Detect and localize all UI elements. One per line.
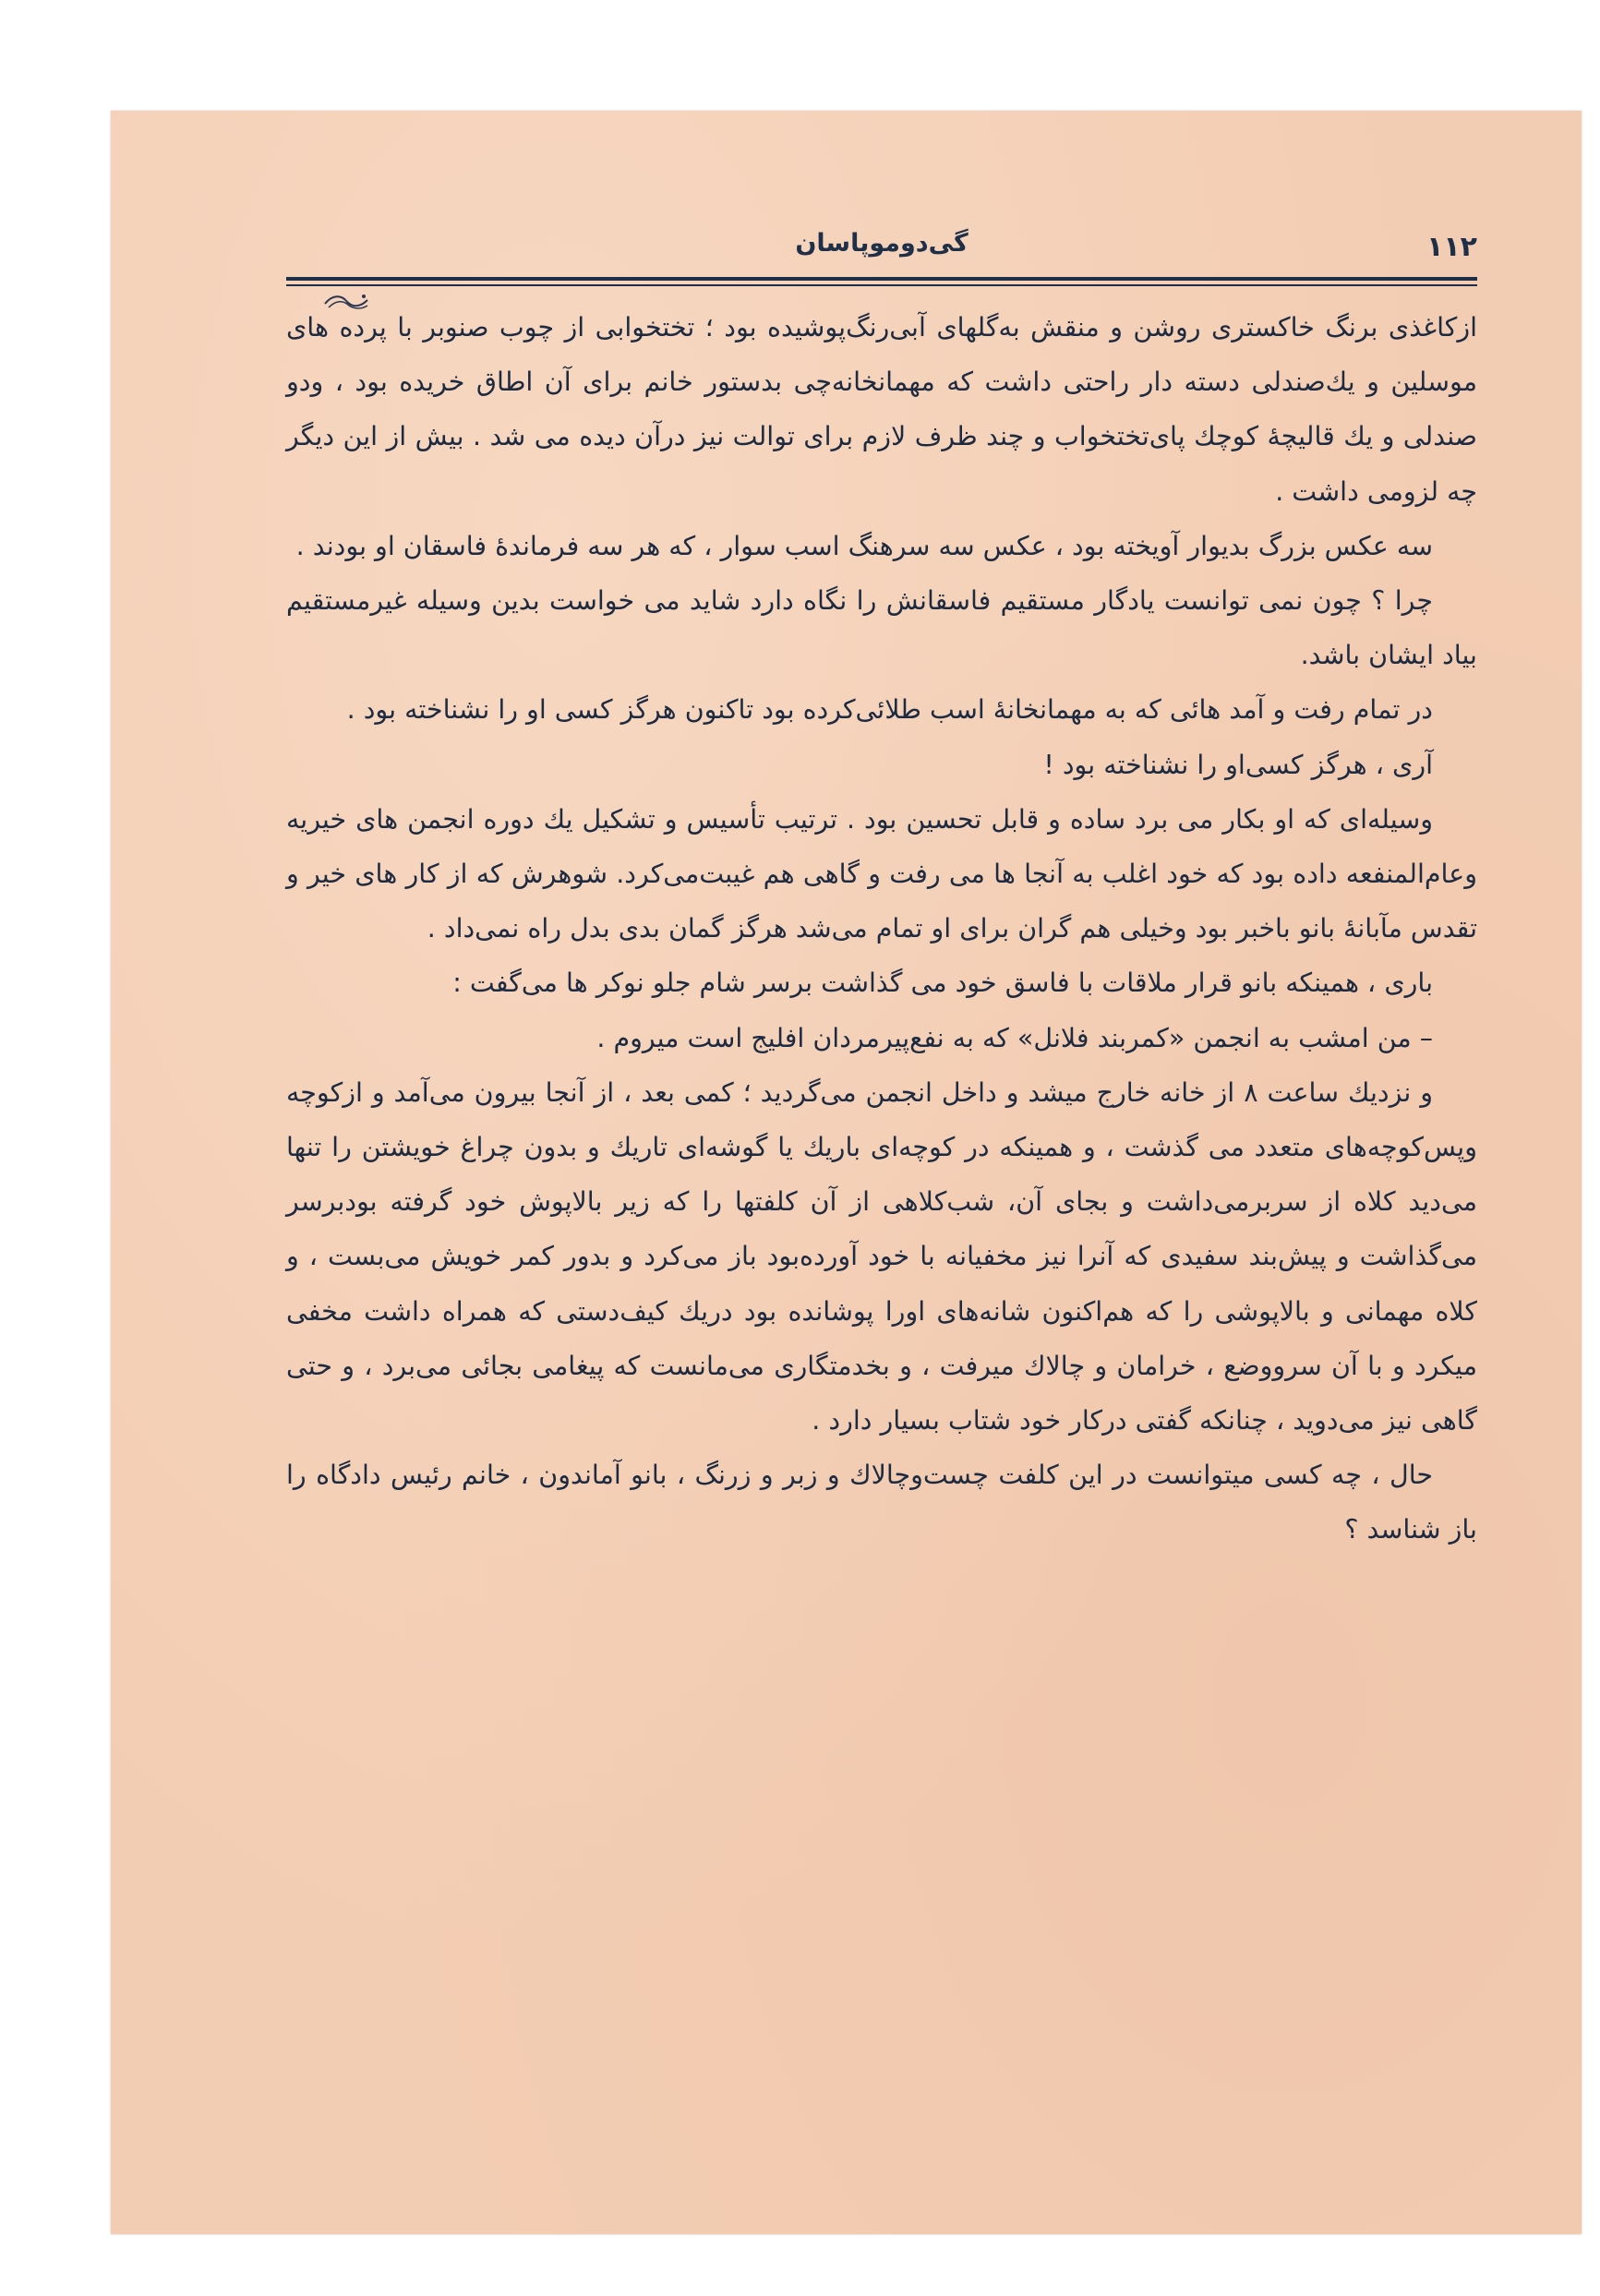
paragraph: سه عکس بزرگ بدیوار آویخته بود ، عکس سه سرهنگ اسب سوار ، که هر سه فرماندهٔ فاسقان او بودند . [295, 530, 1433, 561]
paragraph: وسیله‌ای که او بکار می برد ساده و قابل تحسین بود . ترتیب تأسیس و تشکیل یك دوره انجمن های خیریه وعام‌المنفعه داده بود که خود اغلب به آنجا ها می رفت و گاهی هم غیبت‌می‌کرد. شوهرش که از کار های خیر و تقدس مآبانهٔ بانو باخبر بود وخیلی هم گران برای او تمام می‌شد هرگز گمان بدی بدل راه نمی‌داد . [286, 803, 1477, 944]
header-rule-thin [286, 284, 1477, 286]
page-header [286, 223, 1477, 279]
paragraph: و نزدیك ساعت ۸ از خانه خارج میشد و داخل انجمن می‌گردید ؛ کمی بعد ، از آنجا بیرون می‌آمد و ازکوچه وپس‌کوچه‌های متعدد می گذشت ، و همینکه در کوچه‌ای باریك یا گوشه‌ای تاریك و بدون چراغ خویشتن را تنها می‌دید کلاه از سربرمی‌داشت و بجای آن، شب‌کلاهی از آن کلفتها را که زیر بالاپوش خود گرفته بودبرسر می‌گذاشت و پیش‌بند سفیدی که آنرا نیز مخفیانه با خود آورده‌بود باز می‌کرد و بدور کمر خویش می‌بست ، و کلاه مهمانی و بالاپوشی را که هم‌اکنون شانه‌های اورا پوشانده بود دریك کیف‌دستی که همراه داشت مخفی میکرد و با آن سرووضع ، خرامان و چالاك میرفت ، و بخدمتگاری می‌مانست که پیغامی بجائی می‌برد ، و حتی گاهی نیز می‌دوید ، چنانکه گفتی درکار خود شتاب بسیار دارد . [286, 1076, 1477, 1437]
paragraph: حال ، چه کسی میتوانست در این کلفت چست‌وچالاك و زبر و زرنگ ، بانو آماندون ، خانم رئیس دادگاه را باز شناسد ؟ [286, 1460, 1477, 1545]
paragraph: چرا ؟ چون نمی توانست یادگار مستقیم فاسقانش را نگاه دارد شاید می خواست بدین وسیله غیرمستقیم بیاد ایشان باشد. [286, 585, 1477, 671]
paragraph: آری ، هرگز کسی‌او را نشناخته بود ! [1043, 749, 1433, 780]
running-head-author: گی‌دوموپاسان [795, 229, 968, 258]
paragraph: ازکاغذی برنگ خاکستری روشن و منقش به‌گلهای آبی‌رنگ‌پوشیده بود ؛ تختخوابی از چوب صنوبر با پرده های موسلین و یك‌صندلی دسته دار راحتی داشت که مهمانخانه‌چی بدستور خانم برای آن اطاق خریده بود ، ودو صندلی و یك قالیچهٔ کوچك پای‌تختخواب و چند ظرف لازم برای توالت نیز درآن دیده می شد . بیش از این دیگر چه لزومی داشت . [286, 312, 1477, 507]
page-number: ۱۱۲ [1426, 231, 1477, 263]
paragraph: – من امشب به انجمن «کمربند فلانل» که به نفع‌پیرمردان افلیج است میروم . [596, 1022, 1433, 1053]
header-rule-thick [286, 277, 1477, 281]
paragraph: باری ، همینکه بانو قرار ملاقات با فاسق خود می گذاشت برسر شام جلو نوکر ها می‌گفت : [452, 968, 1433, 999]
body-text [286, 300, 1477, 1557]
book-page [111, 111, 1582, 2234]
paragraph: در تمام رفت و آمد هائی که به مهمانخانهٔ اسب طلائی‌کرده بود تاکنون هرگز کسی او را نشناخته بود . [346, 694, 1433, 726]
